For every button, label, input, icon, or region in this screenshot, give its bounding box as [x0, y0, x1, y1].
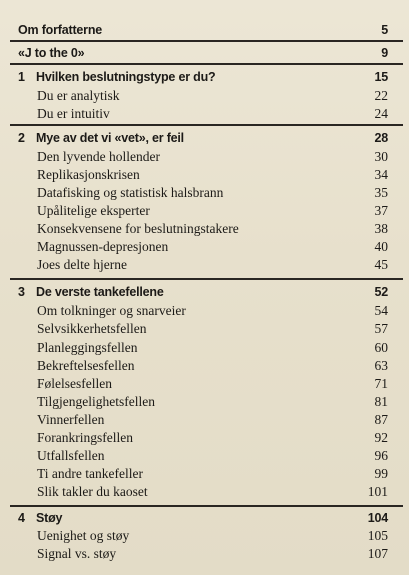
section-title: Replikasjonskrisen — [37, 167, 140, 182]
chapter-title: Mye av det vi «vet», er feil — [36, 131, 184, 145]
chapter-page: 28 — [374, 131, 388, 145]
chapter-title: De verste tankefellene — [36, 285, 164, 299]
section-page: 38 — [374, 221, 388, 236]
toc-entry-page: 9 — [381, 46, 388, 60]
toc-section — [0, 376, 409, 396]
toc-section — [0, 239, 409, 259]
section-page: 87 — [374, 412, 388, 427]
section-page: 107 — [367, 546, 388, 561]
section-title: Utfallsfellen — [37, 448, 105, 463]
toc-section — [0, 546, 409, 566]
chapter-number: 1 — [18, 70, 25, 84]
chapter-number: 3 — [18, 285, 25, 299]
toc-section — [0, 340, 409, 360]
section-title: Du er analytisk — [37, 88, 120, 103]
section-page: 37 — [374, 203, 388, 218]
divider — [10, 124, 403, 126]
section-page: 63 — [374, 358, 388, 373]
section-title: Konsekvensene for beslutningstakere — [37, 221, 239, 236]
section-title: Vinnerfellen — [37, 412, 105, 427]
section-title: Følelsesfellen — [37, 376, 112, 391]
toc-chapter-1 — [0, 70, 409, 90]
section-page: 71 — [374, 376, 388, 391]
section-title: Planleggingsfellen — [37, 340, 138, 355]
divider — [10, 278, 403, 280]
section-title: Joes delte hjerne — [37, 257, 127, 272]
toc-section — [0, 394, 409, 414]
toc-section — [0, 185, 409, 205]
section-page: 105 — [367, 528, 388, 543]
toc-section — [0, 88, 409, 108]
toc-section — [0, 321, 409, 341]
section-title: Tilgjengelighetsfellen — [37, 394, 155, 409]
section-title: Bekreftelsesfellen — [37, 358, 135, 373]
toc-section — [0, 466, 409, 486]
section-page: 40 — [374, 239, 388, 254]
divider — [10, 505, 403, 507]
section-page: 22 — [374, 88, 388, 103]
toc-section — [0, 257, 409, 277]
chapter-page: 15 — [374, 70, 388, 84]
toc-section — [0, 448, 409, 468]
section-title: Den lyvende hollender — [37, 149, 160, 164]
toc-section — [0, 167, 409, 187]
section-title: Upålitelige eksperter — [37, 203, 150, 218]
section-page: 35 — [374, 185, 388, 200]
divider — [10, 40, 403, 42]
chapter-number: 4 — [18, 511, 25, 525]
section-page: 34 — [374, 167, 388, 182]
toc-section — [0, 221, 409, 241]
toc-entry-title: «J to the 0» — [18, 46, 85, 60]
section-title: Uenighet og støy — [37, 528, 130, 543]
chapter-title: Støy — [36, 511, 63, 525]
section-title: Ti andre tankefeller — [37, 466, 143, 481]
section-title: Om tolkninger og snarveier — [37, 303, 186, 318]
toc-section — [0, 106, 409, 126]
section-title: Slik takler du kaoset — [37, 484, 148, 499]
section-title: Du er intuitiv — [37, 106, 110, 121]
section-page: 101 — [367, 484, 388, 499]
toc-entry-page: 5 — [381, 23, 388, 37]
section-title: Signal vs. støy — [37, 546, 117, 561]
toc-chapter-2 — [0, 131, 409, 151]
chapter-title: Hvilken beslutningstype er du? — [36, 70, 216, 84]
toc-section — [0, 203, 409, 223]
section-page: 96 — [374, 448, 388, 463]
section-page: 60 — [374, 340, 388, 355]
section-page: 99 — [374, 466, 388, 481]
toc-section — [0, 149, 409, 169]
toc-section — [0, 412, 409, 432]
toc-section — [0, 303, 409, 323]
chapter-page: 104 — [367, 511, 388, 525]
section-page: 24 — [374, 106, 388, 121]
divider — [10, 63, 403, 65]
section-page: 30 — [374, 149, 388, 164]
section-title: Datafisking og statistisk halsbrann — [37, 185, 224, 200]
toc-section — [0, 358, 409, 378]
section-title: Forankringsfellen — [37, 430, 133, 445]
section-page: 57 — [374, 321, 388, 336]
section-page: 81 — [374, 394, 388, 409]
toc-section — [0, 430, 409, 450]
section-page: 45 — [374, 257, 388, 272]
section-page: 54 — [374, 303, 388, 318]
section-title: Magnussen-depresjonen — [37, 239, 169, 254]
toc-entry-title: Om forfatterne — [18, 23, 103, 37]
section-title: Selvsikkerhetsfellen — [37, 321, 147, 336]
toc-section — [0, 484, 409, 504]
chapter-page: 52 — [374, 285, 388, 299]
chapter-number: 2 — [18, 131, 25, 145]
toc-section — [0, 528, 409, 548]
toc-chapter-3 — [0, 285, 409, 305]
section-page: 92 — [374, 430, 388, 445]
